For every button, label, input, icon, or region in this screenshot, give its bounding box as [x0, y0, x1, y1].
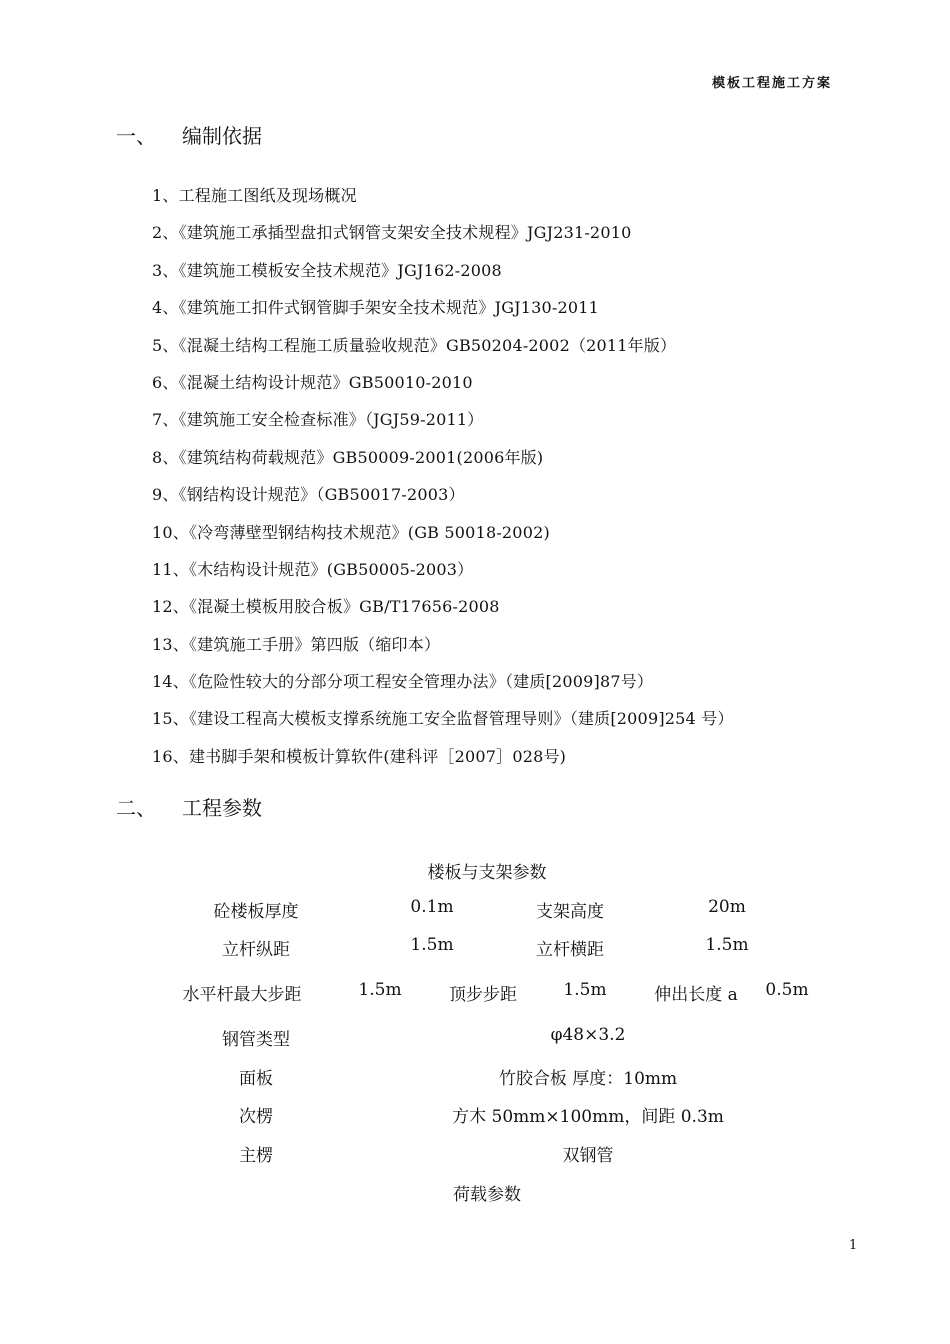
param-value: φ48×3.2 [550, 1025, 626, 1045]
reference-list [152, 185, 734, 783]
reference-item: 12、《混凝土模板用胶合板》GB/T17656-2008 [152, 597, 500, 617]
reference-item: 4、《建筑施工扣件式钢管脚手架安全技术规范》JGJ130-2011 [152, 298, 600, 318]
reference-item: 11、《木结构设计规范》(GB50005-2003） [152, 559, 474, 579]
running-header: 模板工程施工方案 [712, 76, 833, 91]
reference-item: 2、《建筑施工承插型盘扣式钢管支架安全技术规程》JGJ231-2010 [152, 223, 632, 243]
reference-item: 13、《建筑施工手册》第四版（缩印本） [152, 634, 441, 654]
reference-item: 6、《混凝土结构设计规范》GB50010-2010 [152, 372, 473, 392]
param-value: 1.5m [705, 935, 749, 955]
reference-item: 3、《建筑施工模板安全技术规范》JGJ162-2008 [152, 260, 502, 280]
reference-item: 9、《钢结构设计规范》（GB50017-2003） [152, 485, 465, 505]
param-value: 竹胶合板 厚度：10mm [498, 1069, 678, 1089]
param-value: 双钢管 [562, 1146, 614, 1166]
param-label: 次楞 [239, 1107, 273, 1127]
page-number: 1 [849, 1238, 858, 1253]
param-label: 顶步步距 [449, 985, 517, 1005]
param-label: 砼楼板厚度 [213, 902, 299, 922]
table-caption: 楼板与支架参数 [427, 863, 547, 883]
section-number: 二、 [116, 796, 156, 820]
param-label: 立杆纵距 [222, 940, 290, 960]
param-value: 方木 50mm×100mm，间距 0.3m [452, 1107, 724, 1127]
param-value: 1.5m [563, 980, 607, 1000]
section-heading-basis [116, 124, 262, 148]
param-label: 钢管类型 [222, 1030, 290, 1050]
section-number: 一、 [116, 124, 156, 148]
section-title: 编制依据 [182, 124, 262, 148]
load-caption: 荷载参数 [453, 1185, 521, 1205]
param-label: 面板 [239, 1069, 273, 1089]
param-label: 主楞 [239, 1146, 273, 1166]
param-value: 1.5m [358, 980, 402, 1000]
param-value: 1.5m [410, 935, 454, 955]
reference-item: 10、《冷弯薄壁型钢结构技术规范》(GB 50018-2002) [152, 522, 550, 542]
reference-item: 7、《建筑施工安全检查标准》（JGJ59-2011） [152, 410, 484, 430]
section-heading-parameters [116, 796, 262, 820]
reference-item: 14、《危险性较大的分部分项工程安全管理办法》（建质[2009]87号） [152, 672, 654, 692]
param-label: 支架高度 [536, 902, 604, 922]
section-title: 工程参数 [182, 796, 262, 820]
param-value: 0.5m [765, 980, 809, 1000]
param-value: 20m [708, 897, 746, 917]
reference-item: 1、工程施工图纸及现场概况 [152, 186, 357, 205]
reference-item: 5、《混凝土结构工程施工质量验收规范》GB50204-2002（2011年版） [152, 335, 677, 355]
param-value: 0.1m [410, 897, 454, 917]
reference-item: 8、《建筑结构荷载规范》GB50009-2001(2006年版) [152, 447, 544, 467]
param-label: 水平杆最大步距 [182, 985, 302, 1005]
param-label: 伸出长度 a [654, 985, 738, 1005]
reference-item: 16、建书脚手架和模板计算软件(建科评［2007］028号) [152, 746, 567, 766]
param-label: 立杆横距 [536, 940, 604, 960]
reference-item: 15、《建设工程高大模板支撑系统施工安全监督管理导则》（建质[2009]254 号） [152, 709, 734, 729]
